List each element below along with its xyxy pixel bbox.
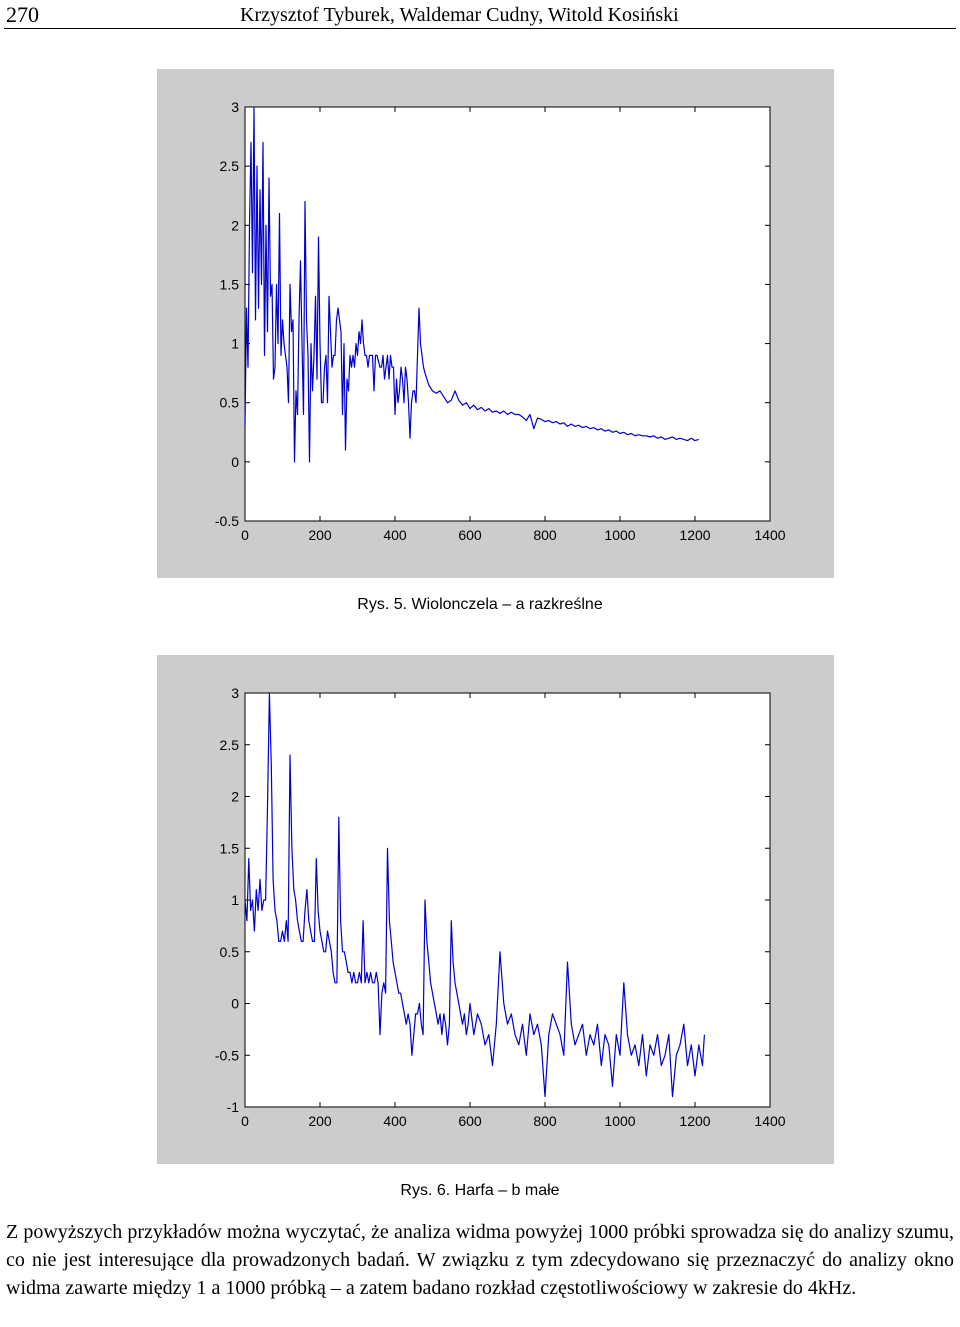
x-tick-label: 600 bbox=[458, 527, 482, 543]
y-tick-label: 1.5 bbox=[219, 276, 239, 293]
y-tick-label: 0.5 bbox=[219, 394, 239, 411]
x-tick-label: 1200 bbox=[679, 527, 711, 543]
x-tick-label: 1400 bbox=[754, 1113, 786, 1129]
x-tick-label: 1000 bbox=[604, 1113, 636, 1129]
x-tick-label: 600 bbox=[458, 1113, 482, 1129]
figure-1-chart bbox=[157, 69, 834, 578]
y-tick-label: -0.5 bbox=[214, 513, 239, 529]
x-tick-label: 400 bbox=[383, 527, 407, 543]
y-tick-label: 2.5 bbox=[219, 736, 239, 753]
x-tick-label: 0 bbox=[241, 527, 249, 543]
x-tick-label: 1400 bbox=[754, 527, 786, 543]
x-tick-label: 200 bbox=[308, 527, 332, 543]
x-tick-label: 1200 bbox=[679, 1113, 711, 1129]
y-tick-label: 3 bbox=[231, 99, 239, 115]
y-tick-label: 1.5 bbox=[219, 840, 239, 857]
x-tick-label: 200 bbox=[308, 1113, 332, 1129]
y-tick-label: 1 bbox=[231, 892, 239, 908]
figure-2-caption: Rys. 6. Harfa – b małe bbox=[400, 1182, 560, 1199]
page-header bbox=[4, 0, 956, 29]
x-tick-label: 400 bbox=[383, 1113, 407, 1129]
page-number: 270 bbox=[6, 2, 39, 27]
plot-area bbox=[245, 107, 770, 521]
x-tick-label: 0 bbox=[241, 1113, 249, 1129]
y-tick-label: 2 bbox=[231, 217, 239, 234]
x-tick-label: 800 bbox=[533, 1113, 557, 1129]
figure-1-caption: Rys. 5. Wiolonczela – a razkreślne bbox=[357, 596, 603, 613]
y-tick-label: 3 bbox=[231, 685, 239, 701]
y-tick-label: 0.5 bbox=[219, 943, 239, 960]
body-paragraph: Z powyższych przykładów można wyczytać, że analiza widma powyżej 1000 próbki sprowadza się do analizy szumu, co nie jest interesujące dla prowadzonych badań. W związku z tym zdecydowano się przeznaczyć do analizy okno widma zawarte między 1 a 1000 próbką – a zatem badano rozkład częstotliwościowy w zakresie do 4kHz. bbox=[6, 1221, 954, 1299]
y-tick-label: 0 bbox=[231, 453, 239, 470]
figure-2-chart bbox=[157, 655, 834, 1164]
running-head-authors: Krzysztof Tyburek, Waldemar Cudny, Witold Kosiński bbox=[240, 4, 679, 26]
figure-1-panel bbox=[157, 69, 834, 578]
y-tick-label: -1 bbox=[226, 1099, 239, 1115]
y-tick-label: 1 bbox=[231, 335, 239, 352]
figure-2-panel bbox=[157, 655, 834, 1164]
y-tick-label: 2.5 bbox=[219, 158, 239, 175]
x-tick-label: 800 bbox=[533, 527, 557, 543]
x-tick-label: 1000 bbox=[604, 527, 636, 543]
y-tick-label: -0.5 bbox=[214, 1047, 239, 1064]
y-tick-label: 2 bbox=[231, 788, 239, 805]
y-tick-label: 0 bbox=[231, 995, 239, 1012]
